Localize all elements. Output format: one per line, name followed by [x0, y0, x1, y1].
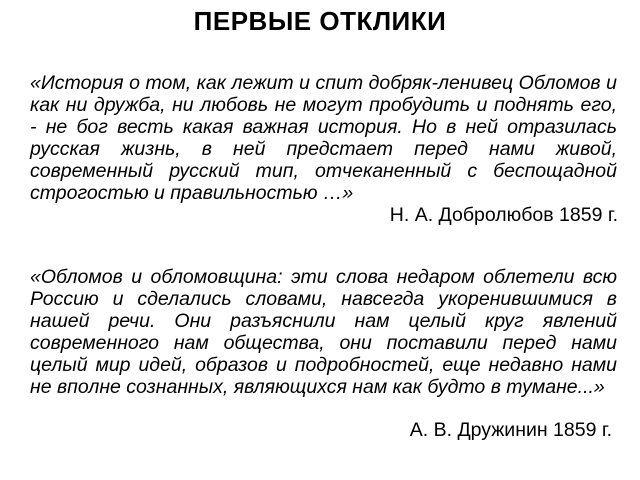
- slide-title: ПЕРВЫЕ ОТКЛИКИ: [193, 6, 447, 36]
- quote-author-dobrolyubov: Н. А. Добролюбов 1859 г.: [389, 204, 618, 226]
- quote-author-druzhinin: А. В. Дружинин 1859 г.: [409, 419, 612, 441]
- quote-druzhinin: «Обломов и обломовщина: эти слова недаром облетели всю Россию и сделались словами, навсегда укоренившимися в нашей речи. Они разъяснили нам целый круг явлений современного нам общества, они поставили перед нами целый мир идей, образов и подробностей, еще недавно нами не вполне сознанных, являющихся нам как будто в тумане...»: [30, 266, 617, 398]
- quote-dobrolyubov: «История о том, как лежит и спит добряк-ленивец Обломов и как ни дружба, ни любовь не могут пробудить и поднять его, - не бог весть какая важная история. Но в ней отразилась русская жизнь, в ней предстает перед нами живой, современный русский тип, отчеканенный с беспощадной строгостью и правильностью …»: [30, 72, 617, 204]
